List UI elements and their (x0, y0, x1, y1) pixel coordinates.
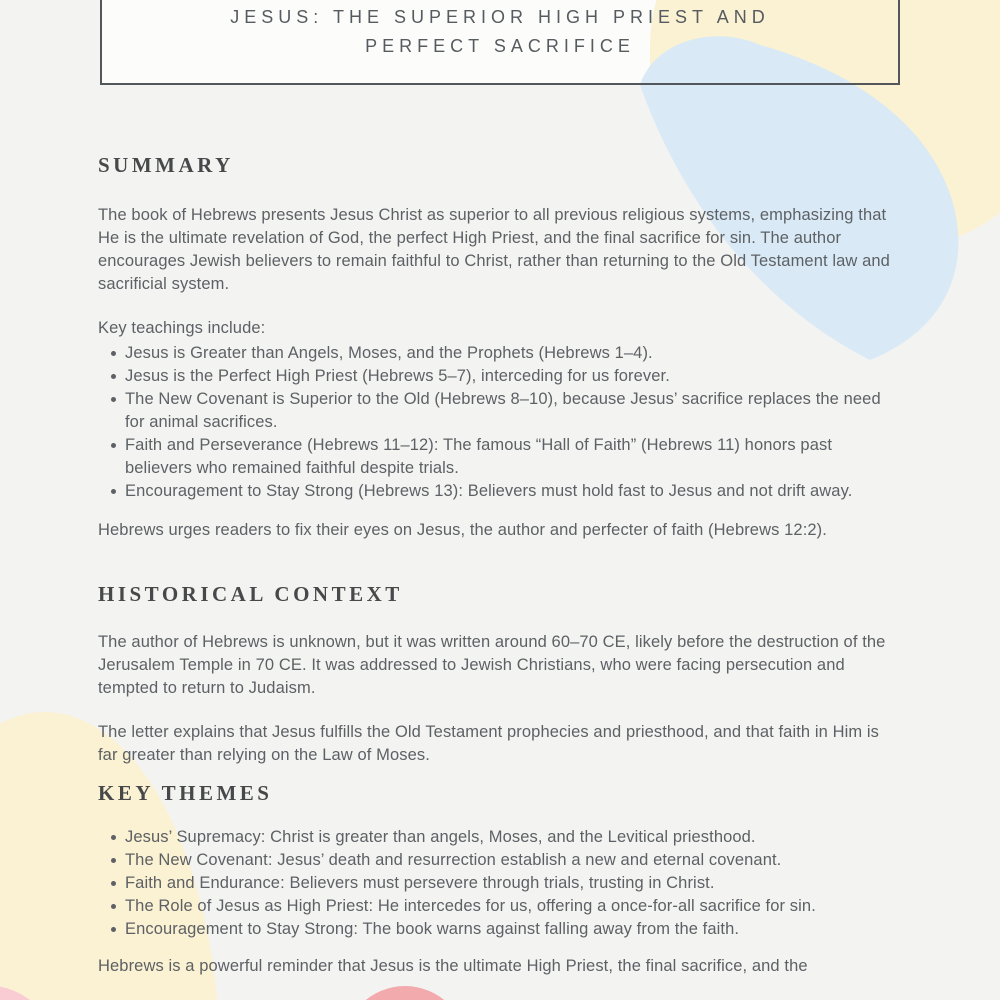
bullet-dot (98, 849, 125, 872)
historical-context-paragraph-1: The author of Hebrews is unknown, but it was written around 60–70 CE, likely before the destruction of the Jerusalem Temple in 70 CE. It was addressed to Jewish Christians, who were facing persecution and tempted to return to Judaism. (98, 633, 886, 697)
list-item-text: The Role of Jesus as High Priest: He intercedes for us, offering a once-for-all sacrifice for sin. (125, 897, 816, 915)
bullet-dot (98, 480, 125, 503)
page-title-line2: PERFECT SACRIFICE (365, 36, 635, 56)
list-item-text: Encouragement to Stay Strong: The book warns against falling away from the faith. (125, 920, 740, 938)
summary-closing: Hebrews urges readers to fix their eyes on Jesus, the author and perfecter of faith (Hebrews 12:2). (98, 521, 827, 539)
bullet-dot (98, 826, 125, 849)
list-item-text: Jesus is the Perfect High Priest (Hebrews 5–7), interceding for us forever. (125, 367, 670, 385)
summary-paragraph: The book of Hebrews presents Jesus Christ as superior to all previous religious systems, emphasizing that He is the ultimate revelation of God, the perfect High Priest, and the final sacrifice for sin. The author encourages Jewish believers to remain faithful to Christ, rather than returning to the Old Testament law and sacrificial system. (98, 206, 890, 293)
bullet-dot (98, 342, 125, 365)
bullet-dot (98, 895, 125, 918)
bullet-dot (98, 434, 125, 480)
key-teachings-intro: Key teachings include: (98, 319, 266, 337)
key-teachings-list (98, 342, 893, 503)
list-item-text: Faith and Endurance: Believers must persevere through trials, trusting in Christ. (125, 874, 715, 892)
bullet-dot (98, 365, 125, 388)
key-themes-closing: Hebrews is a powerful reminder that Jesus is the ultimate High Priest, the final sacrifice, and the (98, 957, 808, 975)
summary-heading: SUMMARY (98, 153, 234, 177)
list-item (98, 434, 893, 480)
list-item (98, 872, 893, 895)
list-item (98, 918, 893, 941)
list-item-text: The New Covenant: Jesus’ death and resurrection establish a new and eternal covenant. (125, 851, 782, 869)
bullet-dot (98, 918, 125, 941)
key-themes-list (98, 826, 893, 941)
list-item-text: Jesus is Greater than Angels, Moses, and the Prophets (Hebrews 1–4). (125, 344, 653, 362)
document-content (98, 0, 893, 978)
list-item (98, 826, 893, 849)
list-item (98, 342, 893, 365)
list-item-text: Encouragement to Stay Strong (Hebrews 13): Believers must hold fast to Jesus and not drift away. (125, 482, 853, 500)
list-item (98, 895, 893, 918)
bullet-dot (98, 388, 125, 434)
historical-context-heading: HISTORICAL CONTEXT (98, 582, 403, 606)
bullet-dot (98, 872, 125, 895)
historical-context-paragraph-2: The letter explains that Jesus fulfills the Old Testament prophecies and priesthood, and that faith in Him is far greater than relying on the Law of Moses. (98, 723, 880, 764)
list-item-text: Faith and Perseverance (Hebrews 11–12): The famous “Hall of Faith” (Hebrews 11) honors past believers who remained faithful despite trials. (125, 436, 833, 477)
page-title-line1: JESUS: THE SUPERIOR HIGH PRIEST AND (230, 7, 770, 27)
list-item-text: Jesus’ Supremacy: Christ is greater than angels, Moses, and the Levitical priesthood. (125, 828, 756, 846)
list-item (98, 388, 893, 434)
list-item (98, 365, 893, 388)
list-item-text: The New Covenant is Superior to the Old (Hebrews 8–10), because Jesus’ sacrifice replaces the need for animal sacrifices. (125, 390, 881, 431)
key-themes-heading: KEY THEMES (98, 781, 273, 805)
list-item (98, 849, 893, 872)
list-item (98, 480, 893, 503)
